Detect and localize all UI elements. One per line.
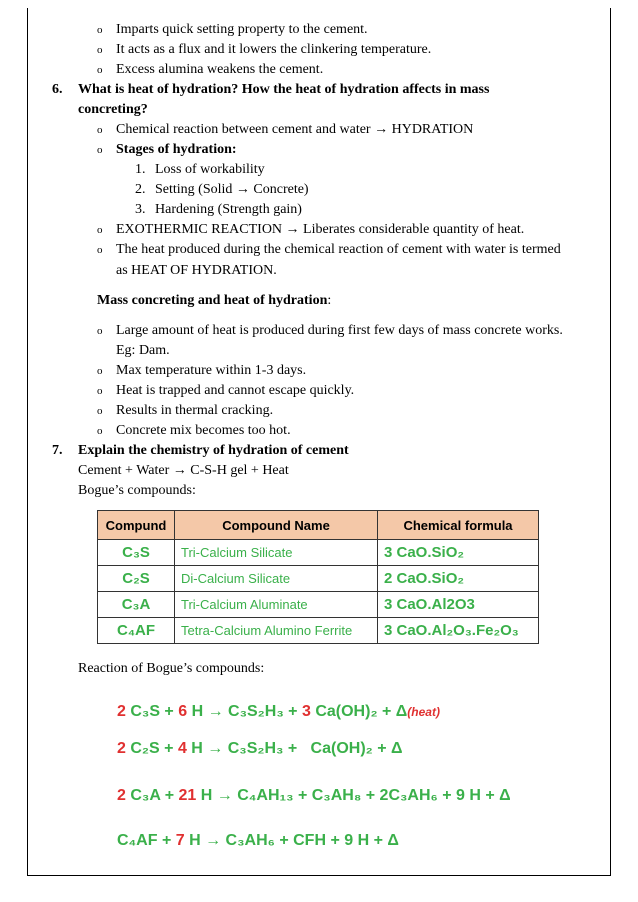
bullet-marker: o (97, 325, 103, 337)
table-row (98, 618, 539, 644)
heat-note: (heat) (407, 705, 440, 719)
reactant: C₃A + (130, 787, 175, 804)
reaction-equation (117, 740, 403, 758)
reaction-rest: Ca(OH)₂ + Δ (315, 703, 408, 720)
bullet-marker: o (97, 44, 103, 56)
compound-name: Tri-Calcium Aluminate (175, 592, 378, 618)
chemical-formula: 3 CaO.Al2O3 (378, 592, 539, 618)
reaction-label: Reaction of Bogue’s compounds: (78, 661, 265, 676)
coefficient: 7 (175, 832, 185, 849)
list-item: Large amount of heat is produced during first few days of mass concrete works. (116, 323, 563, 338)
reaction-rest: H → C₃S₂H₃ + (191, 703, 298, 720)
mass-heading-text: Mass concreting and heat of hydration (97, 293, 328, 308)
stage-number: 1. (135, 162, 146, 177)
reactant: C₃S + (130, 703, 174, 720)
reaction-rest: H → C₃S₂H₃ + Ca(OH)₂ + Δ (191, 740, 403, 757)
question-title: Explain the chemistry of hydration of cement (78, 443, 349, 458)
bullet-marker: o (97, 365, 103, 377)
list-item: Max temperature within 1-3 days. (116, 363, 307, 378)
table-header-row (98, 511, 539, 540)
reaction-rest: H → C₄AH₁₃ + C₃AH₈ + 2C₃AH₆ + 9 H + Δ (200, 787, 511, 804)
list-item: Excess alumina weakens the cement. (116, 62, 324, 77)
bullet-marker: o (97, 24, 103, 36)
table-header: Chemical formula (378, 511, 539, 540)
question-title: What is heat of hydration? How the heat of hydration affects in mass (78, 82, 490, 97)
list-item-cont: as HEAT OF HYDRATION. (116, 263, 277, 278)
stage-item: Loss of workability (155, 162, 265, 177)
list-item: Concrete mix becomes too hot. (116, 423, 291, 438)
reaction-equation (117, 832, 399, 850)
reaction-equation (117, 703, 440, 721)
compound-symbol: C₃A (98, 592, 175, 618)
coefficient: 21 (178, 787, 197, 804)
table-row (98, 592, 539, 618)
list-item: Chemical reaction between cement and water → HYDRATION (116, 122, 474, 137)
table-header: Compound Name (175, 511, 378, 540)
list-item: Imparts quick setting property to the cement. (116, 22, 368, 37)
list-item: EXOTHERMIC REACTION → Liberates considerable quantity of heat. (116, 222, 525, 237)
stages-label: Stages of hydration: (116, 142, 237, 157)
mass-heading-colon: : (327, 293, 332, 308)
coefficient: 2 (117, 703, 126, 720)
bullet-marker: o (97, 405, 103, 417)
table-header: Compund (98, 511, 175, 540)
compound-symbol: C₄AF (98, 618, 175, 644)
compound-name: Tri-Calcium Silicate (175, 540, 378, 566)
bullet-marker: o (97, 64, 103, 76)
bullet-marker: o (97, 124, 103, 136)
compound-name: Di-Calcium Silicate (175, 566, 378, 592)
question-title-cont: concreting? (78, 102, 148, 117)
bullet-marker: o (97, 425, 103, 437)
table-row (98, 566, 539, 592)
bullet-marker: o (97, 224, 103, 236)
reactant: C₄AF + (117, 832, 172, 849)
coefficient: 2 (117, 787, 126, 804)
coefficient: 3 (301, 703, 311, 720)
reaction-rest: H → C₃AH₆ + CFH + 9 H + Δ (189, 832, 399, 849)
list-item-cont: Eg: Dam. (116, 343, 170, 358)
question-number: 7. (52, 443, 63, 458)
question-number: 6. (52, 82, 63, 97)
list-item: Results in thermal cracking. (116, 403, 274, 418)
list-item: It acts as a flux and it lowers the clinkering temperature. (116, 42, 432, 57)
compound-symbol: C₃S (98, 540, 175, 566)
stage-number: 3. (135, 202, 146, 217)
reactant: C₂S + (130, 740, 174, 757)
bullet-marker: o (97, 244, 103, 256)
bogue-table (97, 510, 539, 644)
bogue-label: Bogue’s compounds: (78, 483, 196, 498)
chemical-formula: 2 CaO.SiO₂ (378, 566, 539, 592)
mass-heading (97, 292, 331, 310)
coefficient: 6 (178, 703, 188, 720)
table-row (98, 540, 539, 566)
reaction-equation (117, 787, 511, 805)
coefficient: 4 (177, 740, 187, 757)
chemical-formula: 3 CaO.SiO₂ (378, 540, 539, 566)
hydration-equation: Cement + Water → C-S-H gel + Heat (78, 463, 289, 478)
chemical-formula: 3 CaO.Al₂O₃.Fe₂O₃ (378, 618, 539, 644)
bullet-marker: o (97, 144, 103, 156)
compound-symbol: C₂S (98, 566, 175, 592)
compound-name: Tetra-Calcium Alumino Ferrite (175, 618, 378, 644)
stage-item: Setting (Solid → Concrete) (155, 182, 309, 197)
list-item: Heat is trapped and cannot escape quickly. (116, 383, 355, 398)
stage-number: 2. (135, 182, 146, 197)
list-item: The heat produced during the chemical reaction of cement with water is termed (116, 242, 561, 257)
stage-item: Hardening (Strength gain) (155, 202, 302, 217)
coefficient: 2 (117, 740, 126, 757)
bullet-marker: o (97, 385, 103, 397)
